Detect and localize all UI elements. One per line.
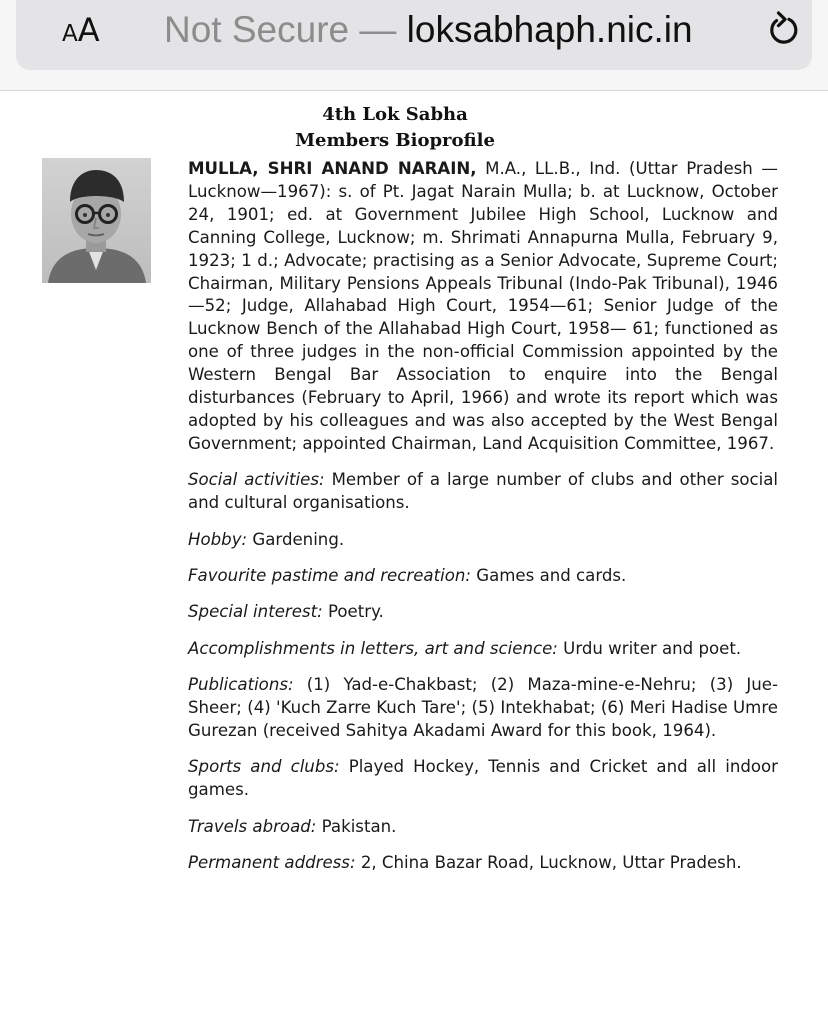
section-label: Social activities: xyxy=(188,470,325,490)
section-label: Travels abroad: xyxy=(188,816,317,836)
section-social-activities xyxy=(188,469,778,515)
domain-text: loksabhaph.nic.in xyxy=(406,9,693,50)
section-label: Special interest: xyxy=(188,602,323,622)
bio-main-paragraph xyxy=(188,158,778,456)
page-heading xyxy=(230,102,560,154)
text-size-button[interactable] xyxy=(62,10,100,56)
section-travels-abroad xyxy=(188,816,778,839)
text-size-small-glyph: A xyxy=(62,21,78,47)
section-label: Publications: xyxy=(188,675,294,695)
section-accomplishments xyxy=(188,638,778,661)
section-special-interest xyxy=(188,601,778,624)
section-pastime xyxy=(188,565,778,588)
section-label: Sports and clubs: xyxy=(188,757,340,777)
url-display[interactable] xyxy=(164,8,693,52)
section-value: (1) Yad-e-Chakbast; (2) Maza-mine-e-Nehru; (3) Jue-Sheer; (4) 'Kuch Zarre Kuch Tare'; (5) Intekhabat; (6) Meri Hadise Umre Gurezan (received Sahitya Akadami Award for this book, 1964). xyxy=(188,675,778,741)
address-bar[interactable] xyxy=(16,0,812,70)
section-value: Pakistan. xyxy=(316,816,397,836)
section-permanent-address xyxy=(188,852,778,875)
member-name: MULLA, SHRI ANAND NARAIN, xyxy=(188,159,477,178)
section-value: Member of a large number of clubs and other social and cultural organisations. xyxy=(188,470,779,513)
section-value: Poetry. xyxy=(322,602,384,622)
section-label: Accomplishments in letters, art and science: xyxy=(188,638,558,658)
section-label: Favourite pastime and recreation: xyxy=(188,566,471,585)
section-publications xyxy=(188,674,778,743)
section-value: Games and cards. xyxy=(470,566,627,585)
security-label: Not Secure — xyxy=(164,9,407,50)
text-size-big-glyph: A xyxy=(77,11,100,49)
section-value: Gardening. xyxy=(247,529,345,549)
browser-toolbar xyxy=(0,0,828,91)
section-label: Permanent address: xyxy=(188,853,356,873)
section-value: Played Hockey, Tennis and Cricket and all indoor games. xyxy=(188,757,778,800)
section-value: 2, China Bazar Road, Lucknow, Uttar Pradesh. xyxy=(355,853,742,873)
section-label: Hobby: xyxy=(188,529,248,549)
heading-lok-sabha: 4th Lok Sabha xyxy=(322,104,468,125)
section-hobby xyxy=(188,529,778,552)
bioprofile-text xyxy=(188,158,778,889)
section-sports-clubs xyxy=(188,756,778,802)
heading-bioprofile: Members Bioprofile xyxy=(295,130,495,151)
member-portrait xyxy=(42,158,151,283)
bio-main-text: M.A., LL.B., Ind. (Uttar Pradesh —Lucknow—1967): s. of Pt. Jagat Narain Mulla; b. at Lucknow, October 24, 1901; ed. at Government Jubilee High School, Lucknow and Canning College, Lucknow; m. Shrimati Annapurna Mulla, February 9, 1923; 1 d.; Advocate; practising as a Senior Advocate, Supreme Court; Chairman, Military Pensions Appeals Tribunal (Indo-Pak Tribunal), 1946—52; Judge, Allahabad High Court, 1954—61; Senior Judge of the Lucknow Bench of the Allahabad High Court, 1958— 61; functioned as one of three judges in the non-official Commission appointed by the Western Bengal Bar Association to enquire into the Bengal disturbances (February to April, 1966) and wrote its report which was adopted by his colleagues and was also accepted by the West Bengal Government; appointed Chairman, Land Acquisition Committee, 1967. xyxy=(188,159,778,453)
section-value: Urdu writer and poet. xyxy=(557,638,742,658)
reload-icon[interactable] xyxy=(764,8,800,48)
